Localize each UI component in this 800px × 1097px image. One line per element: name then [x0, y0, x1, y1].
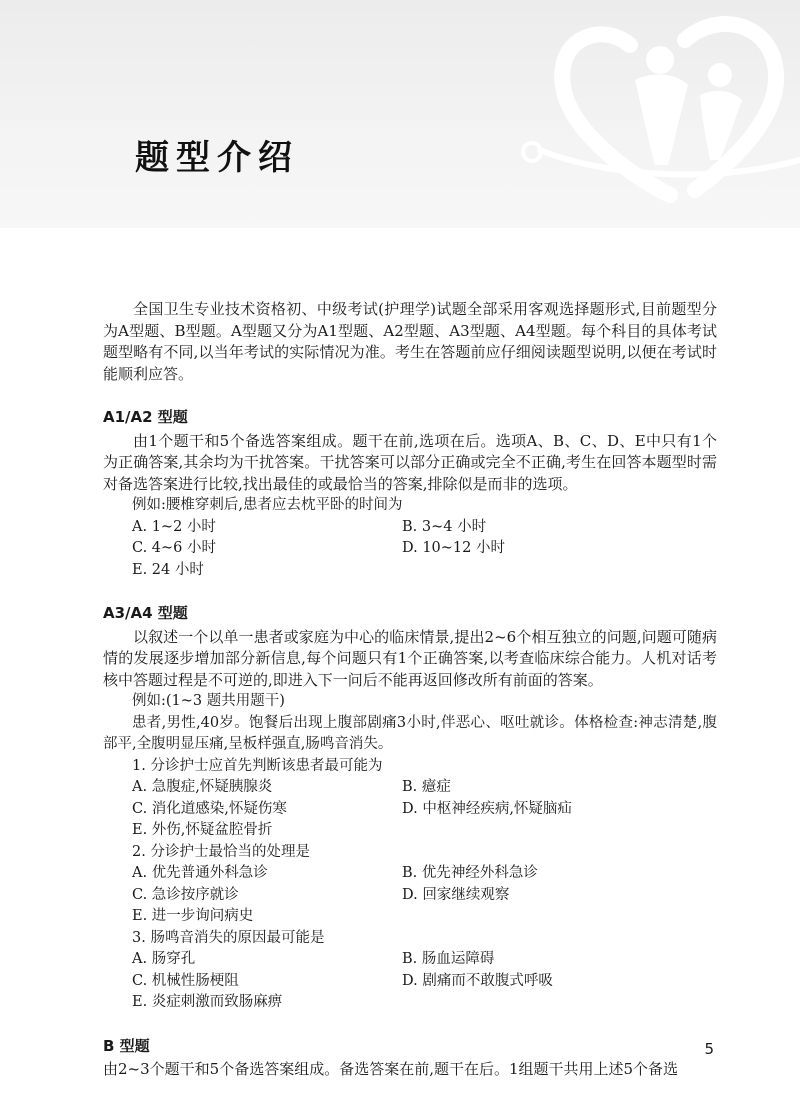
heart-family-logo-icon — [510, 0, 800, 228]
question-2-options — [103, 863, 717, 928]
question-stem: 3. 肠鸣音消失的原因最可能是 — [132, 929, 325, 946]
option: E. 炎症刺激而致肠麻痹 — [132, 994, 283, 1010]
option: E. 进一步询问病史 — [132, 908, 254, 924]
option: A. 1~2 小时 — [132, 518, 216, 535]
option: A. 急腹症,怀疑胰腺炎 — [132, 779, 273, 795]
a1a2-options — [103, 517, 717, 582]
a3a4-example: 例如:(1~3 题共用题干) — [132, 693, 285, 709]
intro-paragraph: 全国卫生专业技术资格初、中级考试(护理学)试题全部采用客观选择题形式,目前题型分为A型题、B型题。A型题又分为A1型题、A2型题、A3型题、A4型题。每个科目的具体考试题型略有不同,以当年考试的实际情况为准。考生在答题前应仔细阅读题型说明,以便在考试时能顺利应答。 — [103, 300, 717, 383]
option: B. 肠血运障碍 — [402, 951, 495, 967]
question-3-options — [103, 949, 717, 1014]
option: D. 回家继续观察 — [402, 886, 510, 903]
a3a4-description: 以叙述一个以单一患者或家庭为中心的临床情景,提出2~6个相互独立的问题,问题可随病情的发展逐步增加部分新信息,每个问题只有1个正确答案,以考查临床综合能力。人机对话考核中答题过程是不可逆的,即进入下一问后不能再返回修改所有前面的答案。 — [103, 627, 717, 689]
option: B. 3~4 小时 — [402, 518, 487, 535]
option: D. 剧痛而不敢腹式呼吸 — [402, 972, 553, 989]
a1a2-heading: A1/A2 型题 — [103, 408, 188, 426]
option: C. 4~6 小时 — [132, 540, 217, 556]
page-number: 5 — [704, 1040, 714, 1058]
b-heading: B 型题 — [103, 1036, 150, 1055]
a1a2-description: 由1个题干和5个备选答案组成。题干在前,选项在后。选项A、B、C、D、E中只有1个为正确答案,其余均为干扰答案。干扰答案可以部分正确或完全不正确,考生在回答本题型时需对备选答案进行比较,找出最佳的或最恰当的答案,排除似是而非的选项。 — [103, 431, 717, 493]
option: D. 中枢神经疾病,怀疑脑疝 — [402, 800, 572, 817]
option: C. 机械性肠梗阻 — [132, 972, 239, 989]
option: D. 10~12 小时 — [402, 540, 505, 556]
header-band — [0, 0, 800, 228]
question-1-options — [103, 777, 717, 842]
a3a4-heading: A3/A4 型题 — [103, 604, 188, 622]
b-description: 由2~3个题干和5个备选答案组成。备选答案在前,题干在后。1组题干共用上述5个备选 — [103, 1060, 679, 1078]
option: B. 优先神经外科急诊 — [402, 865, 538, 881]
option: E. 外伤,怀疑盆腔骨折 — [132, 822, 273, 838]
page-title: 题型介绍 — [135, 138, 299, 178]
question-stem: 2. 分诊护士最恰当的处理是 — [132, 843, 310, 860]
a1a2-example: 例如:腰椎穿刺后,患者应去枕平卧的时间为 — [132, 497, 403, 513]
option: A. 优先普通外科急诊 — [132, 865, 268, 881]
option: C. 消化道感染,怀疑伤寒 — [132, 800, 287, 817]
option: B. 癔症 — [402, 779, 451, 795]
option: E. 24 小时 — [132, 561, 204, 578]
page-content — [103, 299, 717, 1081]
option: A. 肠穿孔 — [132, 951, 196, 967]
option: C. 急诊按序就诊 — [132, 886, 239, 903]
a3a4-case: 患者,男性,40岁。饱餐后出现上腹部剧痛3小时,伴恶心、呕吐就诊。体格检查:神志清楚,腹部平,全腹明显压痛,呈板样强直,肠鸣音消失。 — [103, 714, 717, 752]
question-stem: 1. 分诊护士应首先判断该患者最可能为 — [132, 757, 383, 774]
